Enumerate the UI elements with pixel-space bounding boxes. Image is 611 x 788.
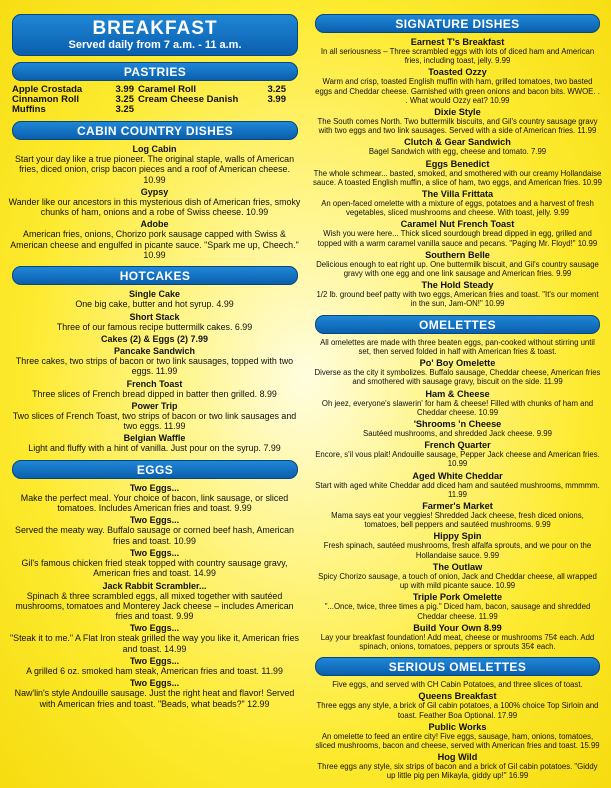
serious-omelettes-banner: SERIOUS OMELETTES — [315, 657, 600, 676]
item-name: The Villa Frittata — [421, 189, 494, 200]
item-name: Clutch & Gear Sandwich — [404, 137, 511, 148]
item-desc: Mama says eat your veggies! Shredded Jack cheese, fresh diced onions, tomatoes, bell peppers and sautéed mushrooms. 9.99 — [331, 511, 584, 530]
menu-item — [8, 334, 301, 344]
pastry-list — [8, 85, 301, 115]
item-desc: An omelette to feed an entire city! Five eggs, sausage, ham, onions, tomatoes, sliced mushrooms, bacon and cheese, served with American fries and toast. 15.99 — [315, 731, 600, 751]
item-name: Triple Pork Omelette — [412, 592, 503, 603]
menu-title: BREAKFAST — [92, 18, 218, 39]
item-name: Queens Breakfast — [418, 691, 497, 702]
item-desc: Encore, s'il vous plait! Andouille sausage, Pepper Jack cheese and American fries. 10.99 — [315, 450, 600, 469]
item-desc: Make the perfect meal. Your choice of bacon, link sausage, or sliced tomatoes. Includes American fries and toast. 9.99 — [20, 492, 289, 514]
item-name: Gypsy — [140, 186, 169, 197]
menu-item — [313, 189, 602, 217]
menu-item — [8, 379, 301, 399]
item-name: Earnest T's Breakfast — [410, 37, 505, 47]
menu-subtitle: Served daily from 7 a.m. - 11 a.m. — [68, 39, 242, 51]
menu-item — [8, 433, 301, 453]
item-desc: An open-faced omelette with a mixture of eggs, potatoes and a harvest of fresh vegetables, sliced mushrooms and cheese. With toast, jelly. 9.99 — [321, 199, 594, 218]
breakfast-banner — [12, 14, 298, 56]
item-desc: Fresh spinach, sautéed mushrooms, fresh alfalfa sprouts, and we pour on the Hollandaise sauce. 9.99 — [323, 541, 592, 560]
item-name: Two Eggs... — [129, 623, 180, 634]
item-name: Two Eggs... — [129, 547, 180, 558]
menu-item — [313, 67, 602, 105]
menu-item — [8, 219, 301, 260]
menu-item — [8, 483, 301, 514]
omelettes-banner: OMELETTES — [315, 315, 600, 334]
menu-item — [8, 144, 301, 185]
item-desc: Bagel Sandwich with egg, cheese and tomato. 7.99 — [368, 147, 547, 157]
item-name: Toasted Ozzy — [428, 67, 487, 78]
item-desc: Two slices of French Toast, two strips of bacon or two link sausages and two eggs. 11.99 — [12, 410, 297, 432]
item-desc: A grilled 6 oz. smoked ham steak, American fries and toast. 11.99 — [26, 666, 283, 677]
item-desc: Start your day like a true pioneer. The original staple, walls of American fries, diced onion, crisp bacon pieces and a roof of American cheese. 10.99 — [14, 154, 295, 185]
item-name: Log Cabin — [132, 144, 177, 154]
menu-item — [313, 250, 602, 278]
item-desc: Three of our famous recipe buttermilk cakes. 6.99 — [56, 321, 253, 332]
hotcakes-banner: HOTCAKES — [12, 266, 298, 285]
pastries-banner: PASTRIES — [12, 62, 298, 81]
menu-item — [313, 501, 602, 529]
item-desc: The South comes North. Two buttermilk biscuits, and Gil's country sausage gravy with two eggs and two link sausages. Served with a side of American fries. 11.99 — [317, 117, 598, 136]
item-desc: "...Once, twice, three times a pig." Diced ham, bacon, sausage and shredded Cheddar cheese. 11.99 — [324, 602, 591, 621]
menu-item — [8, 581, 301, 622]
pastry-price: 3.25 — [115, 104, 134, 115]
pastry-name: Caramel Roll — [138, 84, 197, 95]
item-desc: Wish you were here... Thick sliced sourdough bread dipped in egg, grilled and topped with a warm caramel vanilla sauce and pecans. "Paging Mr. Floyd!" 10.99 — [317, 229, 598, 248]
menu-item — [313, 531, 602, 559]
menu-item — [313, 419, 602, 438]
omelettes-intro: All omelettes are made with three beaten eggs, pan-cooked without stirring until set, then served folded in half with American fries & toast. — [320, 337, 595, 356]
item-desc: One big cake, butter and hot syrup. 4.99 — [75, 299, 234, 310]
eggs-banner: EGGS — [12, 460, 298, 479]
item-name: French Toast — [126, 378, 183, 389]
item-desc: Diverse as the city it symbolizes. Buffalo sausage, Cheddar cheese, American fries and smothered with sausage gravy, biscuit on the side. 11.99 — [314, 368, 601, 387]
item-desc: In all seriousness – Three scrambled eggs with lots of diced ham and American fries, including toast, jelly. 9.99 — [320, 47, 595, 66]
item-desc: Three cakes, two strips of bacon or two link sausages, topped with two eggs. 11.99 — [15, 355, 294, 377]
menu-item — [8, 346, 301, 377]
menu-item — [313, 471, 602, 499]
pastry-name: Apple Crostada — [12, 84, 83, 95]
item-desc: The whole schmear... basted, smoked, and smothered with our creamy Hollandaise sauce. A toasted English muffin, a slice of ham, two eggs, and American fries. 10.99 — [313, 168, 602, 187]
menu-item — [8, 515, 301, 546]
item-desc: 1/2 lb. ground beef patty with two eggs, American fries and toast. "It's our moment in the sun, Jam-ON!" 10.99 — [316, 290, 599, 309]
item-name: The Hold Steady — [421, 280, 494, 291]
item-desc: Delicious enough to eat right up. One buttermilk biscuit, and Gil's country sausage gravy with one egg and one link sausage and American fries. 9.99 — [316, 259, 599, 279]
item-name: Short Stack — [129, 311, 180, 322]
item-desc: Spicy Chorizo sausage, a touch of onion, Jack and Cheddar cheese, all wrapped up with mild picante sauce. 10.99 — [318, 571, 597, 591]
menu-item — [313, 691, 602, 719]
item-desc: Wander like our ancestors in this mysterious dish of American fries, smoky chunks of ham, onions and a robe of Swiss cheese. 10.99 — [8, 196, 301, 218]
menu-item — [313, 358, 602, 386]
menu-item — [8, 187, 301, 218]
item-name: Public Works — [428, 721, 487, 732]
menu-item — [8, 678, 301, 709]
item-name: Two Eggs... — [129, 515, 180, 526]
item-desc: "Steak it to me." A Flat Iron steak grilled the way you like it, American fries and toast. 14.99 — [10, 633, 299, 654]
item-desc: Naw'lin's style Andouille sausage. Just the right heat and flavor! Served with American fries and toast. "Beads, what beads?" 12.99 — [14, 688, 295, 709]
item-name: Power Trip — [131, 400, 178, 411]
menu-item — [313, 37, 602, 65]
item-name: Cakes (2) & Eggs (2) 7.99 — [100, 333, 209, 344]
item-name: Two Eggs... — [129, 656, 180, 667]
pastry-price: 3.25 — [115, 94, 134, 105]
item-name: 'Shrooms 'n Cheese — [413, 419, 502, 430]
menu-item — [313, 219, 602, 247]
item-desc: Served the meaty way. Buffalo sausage or corned beef hash, American fries and toast. 10.99 — [15, 525, 294, 546]
menu-item — [313, 137, 602, 156]
menu-item — [8, 623, 301, 654]
item-desc: American fries, onions, Chorizo pork sausage capped with Swiss & American cheese and engulfed in picante sauce. "Spark me up, Cheech." 10.99 — [10, 229, 299, 261]
pastry-price: 3.99 — [267, 94, 286, 105]
item-name: Build Your Own 8.99 — [413, 622, 502, 633]
menu-item — [8, 656, 301, 676]
pastry-name: Cream Cheese Danish — [138, 94, 239, 105]
item-name: Po' Boy Omelette — [419, 358, 496, 369]
item-name: Two Eggs... — [129, 678, 180, 689]
item-name: Adobe — [140, 219, 169, 230]
pastry-name: Cinnamon Roll — [12, 94, 80, 105]
menu-item — [8, 289, 301, 309]
item-name: Belgian Waffle — [123, 433, 186, 444]
menu-item — [8, 312, 301, 332]
item-name: Eggs Benedict — [425, 158, 490, 169]
serious-intro: Five eggs, and served with CH Cabin Potatoes, and three slices of toast. — [332, 680, 583, 690]
item-name: Two Eggs... — [129, 482, 180, 493]
item-name: Aged White Cheddar — [412, 470, 503, 481]
menu-item — [313, 389, 602, 417]
item-name: The Outlaw — [432, 561, 483, 572]
right-column — [313, 14, 602, 783]
menu-item — [313, 159, 602, 187]
pastry-name: Muffins — [12, 104, 46, 115]
item-desc: Sautéed mushrooms, and shredded Jack cheese. 9.99 — [363, 429, 552, 439]
menu-item — [313, 280, 602, 308]
item-name: Caramel Nut French Toast — [400, 219, 515, 230]
item-name: Pancake Sandwich — [113, 345, 196, 356]
menu-item — [313, 107, 602, 135]
item-desc: Start with aged white Cheddar add diced ham and sautéed mushrooms, mmmmm. 11.99 — [315, 480, 600, 499]
item-name: Ham & Cheese — [425, 388, 490, 399]
menu-item — [313, 440, 602, 468]
menu-item — [8, 401, 301, 432]
item-desc: Oh jeez, everyone's slawerin' for ham & cheese! Filled with chunks of ham and Cheddar cheese. 10.99 — [321, 398, 594, 417]
item-name: Southern Belle — [425, 249, 490, 260]
item-desc: Lay your breakfast foundation! Add meat, cheese or mushrooms 75¢ each. Add spinach, onions, tomatoes, peppers or sprouts 35¢ each. — [320, 632, 595, 651]
pastry-price: 3.99 — [115, 84, 134, 95]
menu-item — [313, 722, 602, 750]
left-column — [8, 14, 301, 711]
item-name: Jack Rabbit Scrambler... — [102, 580, 207, 591]
item-desc: Three eggs any style, a brick of Gil cabin potatoes, a 100% choice Top Sirloin and toast. Feather Boa Optional. 17.99 — [316, 701, 599, 720]
item-name: Single Cake — [128, 289, 181, 300]
menu-item — [313, 623, 602, 651]
item-desc: Three eggs any style, six strips of bacon and a brick of Gil cabin potatoes. "Giddy up little pig pen Mikayla, giddy up!" 16.99 — [317, 762, 598, 781]
item-name: Farmer's Market — [422, 501, 493, 512]
item-desc: Gil's famous chicken fried steak topped with country sausage gravy, American fries and toast. 14.99 — [21, 557, 288, 579]
item-name: Hippy Spin — [433, 531, 482, 542]
menu-item — [313, 752, 602, 780]
item-desc: Warm and crisp, toasted English muffin with ham, grilled tomatoes, two basted eggs and Cheddar cheese. Garnished with green onions and bacon bits. WWOE. . . What would Ozzy eat? 10.99 — [315, 77, 600, 105]
signature-banner: SIGNATURE DISHES — [315, 14, 600, 33]
item-desc: Three slices of French bread dipped in batter then grilled. 8.99 — [32, 388, 277, 399]
item-desc: Spinach & three scrambled eggs, all mixed together with sautéed mushrooms, tomatoes and Monterey Jack cheese – includes American fries and toast. 9.99 — [15, 590, 294, 622]
item-desc: Light and fluffy with a hint of vanilla. Just pour on the syrup. 7.99 — [28, 443, 281, 454]
pastry-price: 3.25 — [267, 84, 286, 95]
cabin-banner: CABIN COUNTRY DISHES — [12, 121, 298, 140]
menu-item — [313, 592, 602, 620]
item-name: Hog Wild — [437, 752, 478, 763]
item-name: Dixie Style — [434, 107, 481, 118]
menu-item — [8, 548, 301, 579]
menu-item — [313, 562, 602, 590]
item-name: French Quarter — [424, 440, 491, 451]
